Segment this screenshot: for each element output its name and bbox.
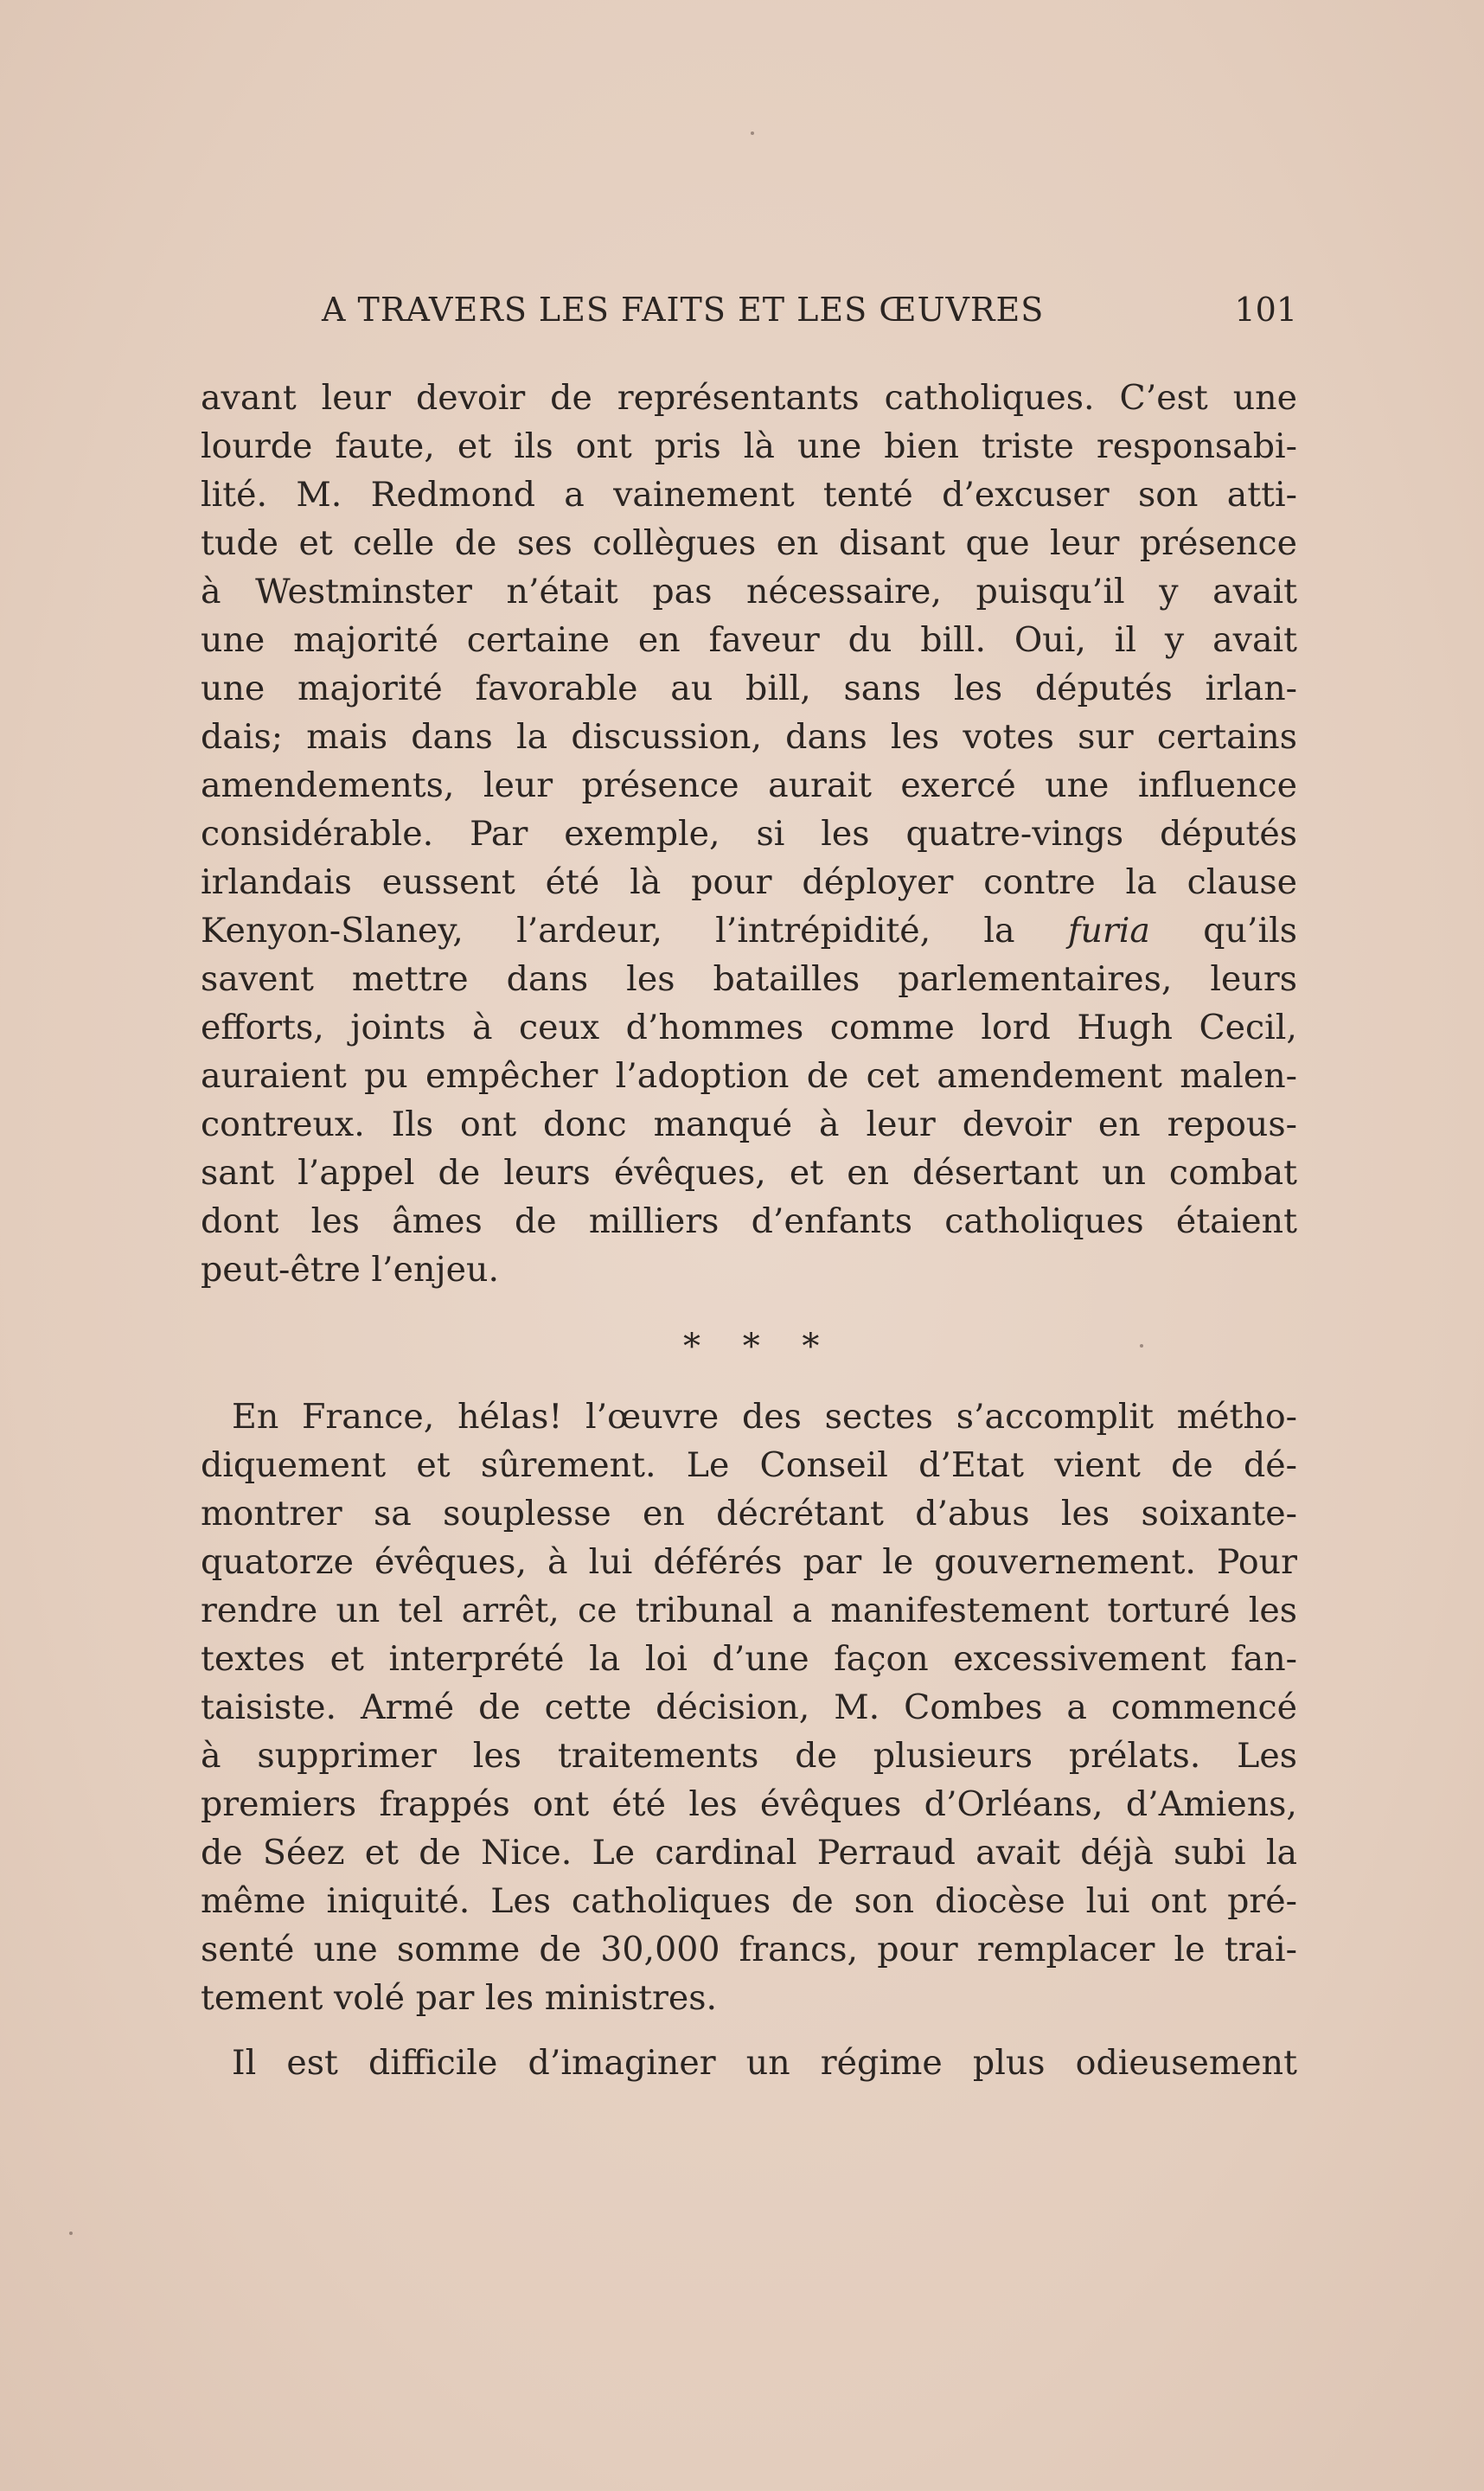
text-line: taisiste. Armé de cette décision, M. Combes a commencé bbox=[201, 1687, 1297, 1727]
section-separator: * * * bbox=[683, 1327, 835, 1367]
text-line: irlandais eussent été là pour déployer contre la clause bbox=[201, 862, 1297, 902]
text-line: Il est difficile d’imaginer un régime plus odieusement bbox=[232, 2043, 1297, 2083]
text-line: tement volé par les ministres. bbox=[201, 1978, 718, 2018]
text-before-italic: Kenyon-Slaney, l’ardeur, l’intrépidité, la bbox=[201, 911, 1068, 951]
text-line: montrer sa souplesse en décrétant d’abus les soixante- bbox=[201, 1494, 1297, 1534]
text-line: une majorité certaine en faveur du bill. Oui, il y avait bbox=[201, 620, 1297, 660]
text-line: savent mettre dans les batailles parlementaires, leurs bbox=[201, 959, 1297, 999]
paragraph-1 bbox=[201, 374, 1297, 1294]
paper-speck bbox=[1140, 1344, 1143, 1348]
text-line: efforts, joints à ceux d’hommes comme lord Hugh Cecil, bbox=[201, 1008, 1297, 1047]
text-line: à supprimer les traitements de plusieurs prélats. Les bbox=[201, 1736, 1297, 1776]
text-line: amendements, leur présence aurait exercé une influence bbox=[201, 765, 1297, 805]
page-number: 101 bbox=[1234, 291, 1297, 329]
text-line: à Westminster n’était pas nécessaire, puisqu’il y avait bbox=[201, 572, 1297, 612]
text-line: senté une somme de 30,000 francs, pour remplacer le trai- bbox=[201, 1930, 1297, 1969]
text-line: quatorze évêques, à lui déférés par le gouvernement. Pour bbox=[201, 1542, 1297, 1582]
text-after-italic: qu’ils bbox=[1149, 911, 1298, 951]
text-line: dais; mais dans la discussion, dans les votes sur certains bbox=[201, 717, 1297, 757]
text-line: rendre un tel arrêt, ce tribunal a manifestement torturé les bbox=[201, 1591, 1297, 1630]
text-line: premiers frappés ont été les évêques d’Orléans, d’Amiens, bbox=[201, 1784, 1297, 1824]
text-line-with-italic bbox=[201, 906, 1297, 955]
paragraph-2 bbox=[201, 1393, 1297, 2022]
page-header bbox=[201, 291, 1297, 343]
text-line: avant leur devoir de représentants catholiques. C’est une bbox=[201, 378, 1297, 418]
paper-speck bbox=[69, 2232, 73, 2235]
text-line: tude et celle de ses collègues en disant que leur présence bbox=[201, 523, 1297, 563]
running-title: A TRAVERS LES FAITS ET LES ŒUVRES bbox=[322, 291, 1045, 329]
text-line: auraient pu empêcher l’adoption de cet amendement malen- bbox=[201, 1056, 1297, 1096]
text-line: une majorité favorable au bill, sans les députés irlan- bbox=[201, 669, 1297, 708]
paragraph-3 bbox=[201, 2039, 1297, 2087]
text-line: peut-être l’enjeu. bbox=[201, 1250, 500, 1290]
text-line: diquement et sûrement. Le Conseil d’Etat vient de dé- bbox=[201, 1445, 1297, 1485]
text-line: de Séez et de Nice. Le cardinal Perraud avait déjà subi la bbox=[201, 1833, 1297, 1873]
text-line: contreux. Ils ont donc manqué à leur devoir en repous- bbox=[201, 1105, 1297, 1144]
text-line: textes et interprété la loi d’une façon excessivement fan- bbox=[201, 1639, 1297, 1679]
italic-word-furia: furia bbox=[1067, 911, 1150, 951]
text-line: lité. M. Redmond a vainement tenté d’excuser son atti- bbox=[201, 475, 1297, 515]
text-line: sant l’appel de leurs évêques, et en désertant un combat bbox=[201, 1153, 1297, 1193]
text-line: En France, hélas! l’œuvre des sectes s’accomplit métho- bbox=[232, 1397, 1297, 1437]
text-line: dont les âmes de milliers d’enfants catholiques étaient bbox=[201, 1201, 1297, 1241]
text-line: même iniquité. Les catholiques de son diocèse lui ont pré- bbox=[201, 1881, 1297, 1921]
text-line: lourde faute, et ils ont pris là une bien triste responsabi- bbox=[201, 426, 1297, 466]
text-line: considérable. Par exemple, si les quatre-vings députés bbox=[201, 814, 1297, 854]
paper-speck bbox=[751, 131, 754, 135]
